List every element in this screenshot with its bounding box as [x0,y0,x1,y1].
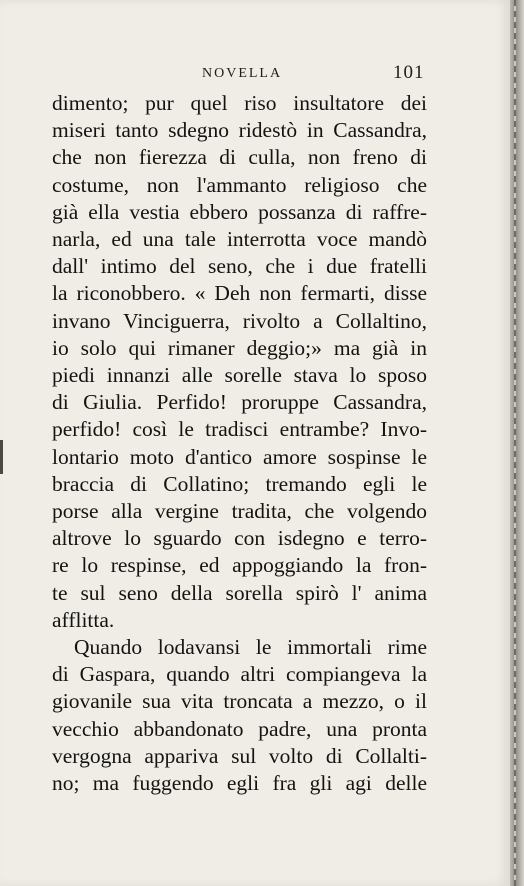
text-line: lontario moto d'antico amore sospinse le [52,444,427,469]
paragraph [52,90,427,634]
text-line: Quando lodavansi le immortali rime [74,635,427,660]
text-line: io solo qui rimaner deggio;» ma già in [52,335,427,360]
text-line: giovanile sua vita troncata a mezzo, o il [52,689,427,714]
text-line: piedi innanzi alle sorelle stava lo sposo [52,363,427,388]
text-line: miseri tanto sdegno ridestò in Cassandra, [52,118,427,143]
text-line: di Giulia. Perfido! proruppe Cassandra, [52,390,427,415]
text-line: costume, non l'ammanto religioso che [52,172,427,197]
text-line: di Gaspara, quando altri compiangeva la [52,662,427,687]
text-line: re lo respinse, ed appoggiando la fron- [52,553,427,578]
text-line: vecchio abbandonato padre, una pronta [52,716,427,741]
text-line: no; ma fuggendo egli fra gli agi delle [52,771,427,796]
text-line: porse alla vergine tradita, che volgendo [52,499,427,524]
text-line: narla, ed una tale interrotta voce mandò [52,227,427,252]
text-line: la riconobbero. « Deh non fermarti, disse [52,281,427,306]
page-edge [510,0,524,886]
text-line: dimento; pur quel riso insultatore dei [52,91,427,115]
text-line: che non fierezza di culla, non freno di [52,145,427,170]
page-number: 101 [393,62,425,83]
margin-mark [0,440,3,474]
text-line: braccia di Collatino; tremando egli le [52,471,427,496]
text-line: perfido! così le tradisci entrambe? Invo- [52,417,427,442]
text-line: già ella vestia ebbero possanza di raffre- [52,199,427,224]
running-head: NOVELLA [202,66,283,81]
body-text [52,90,427,797]
text-line: vergogna appariva sul volto di Collalti- [52,743,427,768]
text-line: invano Vinciguerra, rivolto a Collaltino, [52,308,427,333]
text-line: afflitta. [52,607,115,632]
text-line: altrove lo sguardo con isdegno e terro- [52,526,427,551]
paragraph [52,634,427,797]
page-header [0,60,510,90]
text-line: dall' intimo del seno, che i due fratelli [52,254,427,279]
text-line: te sul seno della sorella spirò l' anima [52,580,427,605]
